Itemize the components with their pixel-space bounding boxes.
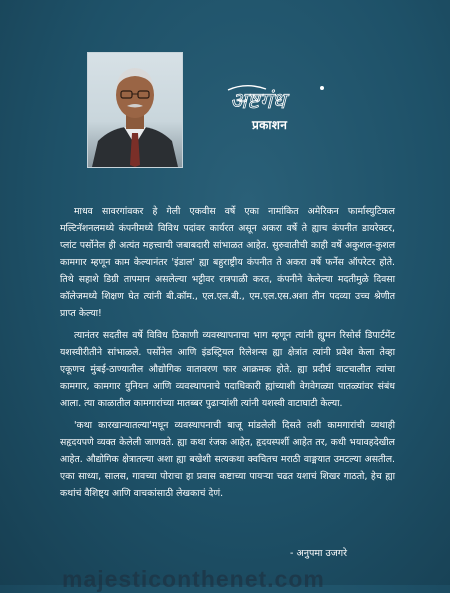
blurb-paragraph: माधव सावरगांवकर हे गेली एकवीस वर्षे एका नामांकित अमेरिकन फार्मास्युटिकल मल्टिनॅशनलमध्ये कंपनीमध्ये विविध पदांवर कार्यरत असून अकरा वर्षे ते ह्याच कंपनीत डायरेक्टर, प्लांट पर्सोनेल ही अत्यंत महत्त्वाची जबाबदारी सांभाळत आहेत. सुरुवातीची काही वर्षे अकुशल-कुशल कामगार म्हणून काम केल्यानंतर 'इंडाल' ह्या बहुराष्ट्रीय कंपनीत ते अकरा वर्षे फर्नेस ऑपरेटर होते. तिथे सहाशे डिग्री तापमान असलेल्या भट्टीवर रात्रपाळी करत, कंपनीने केलेल्या मदतीमुळे दिवसा कॉलेजमध्ये शिक्षण घेत त्यांनी बी.कॉम., एल.एल.बी., एम.एल.एस.अशा तीन पदव्या उच्च श्रेणीत प्राप्त केल्या! [60,206,395,319]
blurb-paragraph: त्यानंतर सदतीस वर्षे विविध ठिकाणी व्यवस्थापनाचा भाग म्हणून त्यांनी ह्युमन रिसोर्स डिपार्टमेंट यशस्वीरीतीने सांभाळले. पर्सोनेल आणि इंडस्ट्रियल रिलेशन्स ह्या क्षेत्रांत त्यांनी प्रवेश केला तेव्हा एकूणच मुंबई-ठाण्यातील औद्योगिक वातावरण फार आक्रमक होते. ह्या प्रदीर्घ वाटचालीत त्यांचा कामगार, कामगार युनियन आणि व्यवस्थापनाचे पदाधिकारी ह्यांच्याशी वेगवेगळ्या पातळ्यांवर संबंध आला. त्या काळातील कामगारांच्या मातब्बर पुढाऱ्यांशी त्यांनी यशस्वी वाटाघाटी केल्या. [60,330,395,409]
site-watermark: majesticonthenet.com [62,566,325,592]
ashtagandh-logo-icon [226,80,336,120]
author-portrait [87,52,183,168]
logo-text: अष्टगंध [230,89,286,114]
author-photo-icon [88,53,182,167]
back-cover-blurb [60,203,395,507]
blurb-signature: - अनुपमा उजगरे [290,548,348,559]
blurb-paragraph: 'कथा कारखान्यातल्या'मधून व्यवस्थापनाची बाजू मांडलेली दिसते तशी कामगारांची व्यथाही सहृदयपणे व्यक्त केलेली जाणवते. ह्या कथा रंजक आहेत, हृदयस्पर्शी आहेत तर, कधी भयावहदेखील आहेत. औद्योगिक क्षेत्रातल्या अशा ह्या बखेशी सत्यकथा क्वचितच मराठी वाङ्मयात उमटल्या असतील. एका साध्या, सालस, गावच्या पोराचा हा प्रवास कष्टाच्या पायऱ्या चढत यशाचं शिखर गाठतो, हेच ह्या कथांचं वैशिष्ट्य आणि वाचकांसाठी लेखकाचं देणं. [60,420,395,499]
publisher-logo [226,80,336,140]
publisher-name: प्रकाशन [252,118,288,132]
